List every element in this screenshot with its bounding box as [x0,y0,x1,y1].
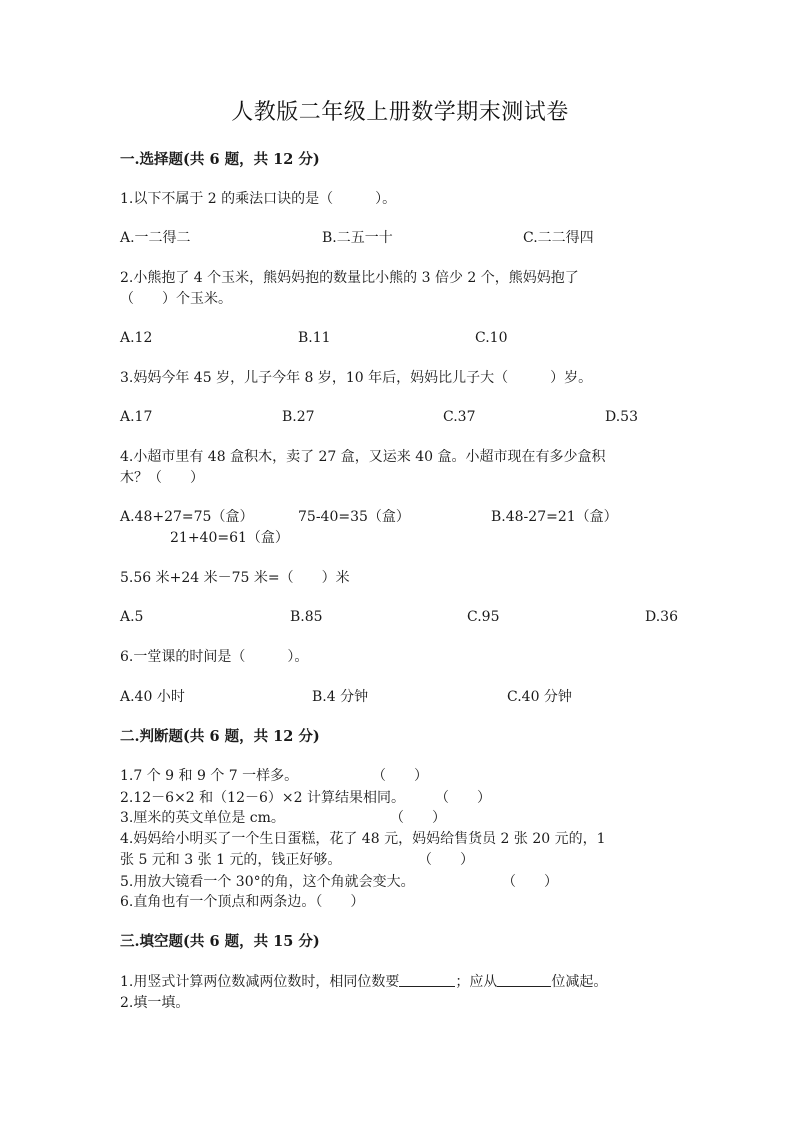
q4-option-a-step2: 75-40=35（盒） [298,509,410,525]
question-2-stem-line1: 2.小熊抱了 4 个玉米，熊妈妈抱的数量比小熊的 3 倍少 2 个，熊妈妈抱了 [120,270,579,286]
page-title: 人教版二年级上册数学期末测试卷 [231,100,569,125]
judge-item-3: 3.厘米的英文单位是 cm。 [120,810,285,826]
judge-item-3-paren: （ ） [390,810,446,826]
q2-option-a: A.12 [120,330,153,346]
judge-item-2-paren: （ ） [435,790,491,806]
question-4-stem-line1: 4.小超市里有 48 盒积木，卖了 27 盒，又运来 40 盒。小超市现在有多少盒积 [120,449,606,465]
judge-item-2: 2.12－6×2 和（12－6）×2 计算结果相同。 [120,790,405,806]
answer-blank-1[interactable] [399,972,455,987]
fill-q1-part1: 1.用竖式计算两位数减两位数时，相同位数要 [120,974,400,990]
q3-option-a: A.17 [120,409,153,425]
question-2-stem-line2: （ ）个玉米。 [120,291,232,307]
section-heading-judge: 二.判断题(共 6 题，共 12 分) [120,728,320,745]
fill-question-2: 2.填一填。 [120,995,190,1011]
q6-option-c: C.40 分钟 [507,689,572,705]
q3-option-d: D.53 [605,409,638,425]
q1-option-c: C.二二得四 [523,230,594,246]
question-3-stem: 3.妈妈今年 45 岁，儿子今年 8 岁，10 年后，妈妈比儿子大（ ）岁。 [120,370,593,386]
q4-option-a: A.48+27=75（盒） [120,509,254,525]
judge-item-1: 1.7 个 9 和 9 个 7 一样多。 [120,768,299,784]
judge-item-4-line1: 4.妈妈给小明买了一个生日蛋糕，花了 48 元，妈妈给售货员 2 张 20 元的，1 [120,831,606,847]
q4-option-b: B.48-27=21（盒） [491,509,618,525]
q6-option-a: A.40 小时 [120,689,185,705]
question-5-stem: 5.56 米+24 米－75 米=（ ）米 [120,570,350,586]
q1-option-a: A.一二得二 [120,230,191,246]
q5-option-a: A.5 [120,609,144,625]
q1-option-b: B.二五一十 [322,230,393,246]
judge-item-4-line2: 张 5 元和 3 张 1 元的，钱正好够。 [120,852,342,868]
q6-option-b: B.4 分钟 [312,689,369,705]
judge-item-4-paren: （ ） [418,852,474,868]
section-heading-fill: 三.填空题(共 6 题，共 15 分) [120,933,320,950]
fill-q1-part3: 位减起。 [551,974,608,990]
question-4-stem-line2: 木？（ ） [120,470,204,486]
q3-option-c: C.37 [443,409,476,425]
fill-question-1 [120,972,607,992]
judge-item-1-paren: （ ） [372,768,428,784]
q2-option-b: B.11 [298,330,331,346]
answer-blank-2[interactable] [497,972,551,987]
q5-option-c: C.95 [467,609,500,625]
q2-option-c: C.10 [475,330,508,346]
judge-item-5-paren: （ ） [502,874,558,890]
section-heading-choice: 一.选择题(共 6 题，共 12 分) [120,151,320,168]
q4-option-a-step3: 21+40=61（盒） [170,530,289,546]
question-1-stem: 1.以下不属于 2 的乘法口诀的是（ ）。 [120,191,397,207]
q3-option-b: B.27 [282,409,315,425]
judge-item-6: 6.直角也有一个顶点和两条边。（ ） [120,894,365,910]
question-6-stem: 6.一堂课的时间是（ ）。 [120,649,309,665]
judge-item-5: 5.用放大镜看一个 30°的角，这个角就会变大。 [120,874,415,890]
q5-option-d: D.36 [645,609,678,625]
fill-q1-part2: ；应从 [455,974,498,990]
q5-option-b: B.85 [290,609,323,625]
